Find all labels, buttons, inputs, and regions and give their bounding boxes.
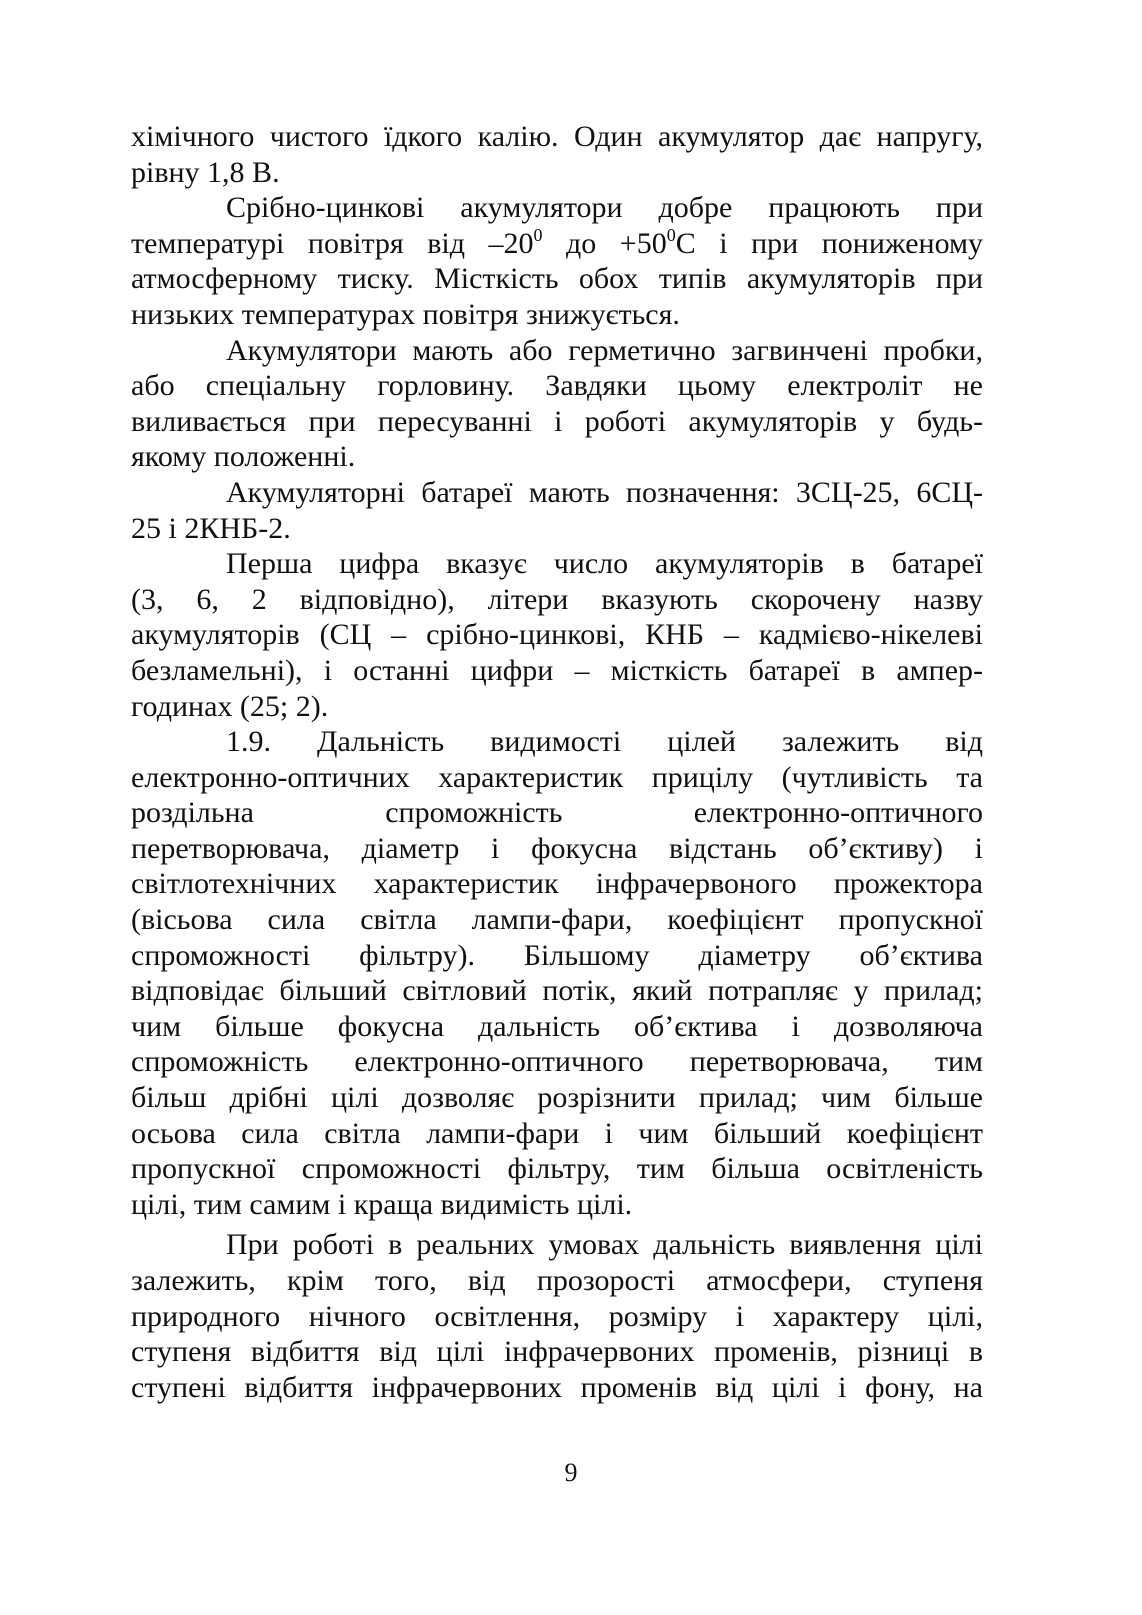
text-line: якому положенні. — [131, 440, 356, 474]
text-line: ступені відбиття інфрачервоних променів від цілі і фону, на — [131, 1370, 983, 1404]
degree-superscript: 0 — [666, 224, 676, 245]
temperature-text-b: до +50 — [542, 226, 667, 260]
text-line: годинах (25; 2). — [131, 689, 329, 723]
text-line: Акумуляторні батареї мають позначення: 3СЦ-25, 6СЦ- — [226, 475, 983, 509]
text-line: хімічного чистого їдкого калію. Один акумулятор дає напругу, — [131, 120, 983, 153]
text-line: атмосферному тиску. Місткість обох типів акумуляторів при — [131, 262, 983, 296]
text-line: електронно-оптичних характеристик прицілу (чутливість та — [131, 760, 983, 794]
text-line: залежить, крім того, від прозорості атмосфери, ступеня — [131, 1264, 983, 1297]
text-line: Перша цифра вказує число акумуляторів в батареї — [226, 547, 983, 581]
text-line: чим більше фокусна дальність об’єктива і дозволяюча — [131, 1009, 983, 1043]
text-line: перетворювача, діаметр і фокусна відстань об’єктиву) і — [131, 831, 983, 865]
text-line: пропускної спроможності фільтру, тим більша освітленість — [131, 1152, 983, 1186]
text-line: виливається при пересуванні і роботі акумуляторів у будь- — [131, 404, 983, 438]
paragraph-section-1-9 — [131, 724, 983, 1222]
text-line: світлотехнічних характеристик інфрачервоного прожектора — [131, 867, 983, 901]
temperature-text-c: С і при пониженому — [675, 226, 984, 260]
text-line: (вісьова сила світла лампи-фари, коефіцієнт пропускної — [131, 903, 983, 937]
text-line: Срібно-цинкові акумулятори добре працюють при — [226, 191, 983, 225]
text-line: 25 і 2КНБ-2. — [131, 511, 291, 545]
text-line: цілі, тим самим і краща видимість цілі. — [131, 1187, 633, 1221]
text-line: або спеціальну горловину. Завдяки цьому електроліт не — [131, 369, 983, 403]
paragraph-silver-zinc — [131, 190, 983, 332]
text-line: акумуляторів (СЦ – срібно-цинкові, КНБ – кадмієво-нікелеві — [131, 618, 983, 652]
text-line: безламельні), і останні цифри – місткість батареї в ампер- — [131, 653, 983, 687]
temperature-text-a: температурі повітря від –20 — [131, 226, 534, 260]
text-line: Акумулятори мають або герметично загвинчені пробки, — [226, 333, 983, 367]
paragraph-continuation — [131, 119, 983, 190]
paragraph-battery-designations — [131, 475, 983, 546]
text-line: спроможність електронно-оптичного перетворювача, тим — [131, 1045, 983, 1079]
text-line: природного нічного освітлення, розміру і характеру цілі, — [131, 1299, 983, 1333]
body-text — [131, 119, 983, 1405]
page-number: 9 — [564, 1458, 578, 1487]
text-line: ступеня відбиття від цілі інфрачервоних променів, різниці в — [131, 1335, 983, 1369]
text-line: (3, 6, 2 відповідно), літери вказують скорочену назву — [131, 582, 983, 616]
text-line-temperature — [131, 226, 983, 262]
text-line: роздільна спроможність електронно-оптичного — [131, 796, 983, 830]
text-line: рівну 1,8 В. — [131, 155, 280, 189]
text-line: відповідає більший світловий потік, який потрапляє у прилад; — [131, 974, 983, 1008]
text-line: спроможності фільтру). Більшому діаметру об’єктива — [131, 938, 983, 972]
text-line: більш дрібні цілі дозволяє розрізнити прилад; чим більше — [131, 1081, 983, 1115]
paragraph-designation-meaning — [131, 546, 983, 724]
text-line: При роботі в реальних умовах дальність виявлення цілі — [226, 1228, 983, 1262]
text-line: низьких температурах повітря знижується. — [131, 297, 680, 331]
paragraph-real-conditions — [131, 1227, 983, 1405]
paragraph-sealed-caps — [131, 333, 983, 475]
degree-superscript: 0 — [533, 224, 543, 245]
text-line: 1.9. Дальність видимості цілей залежить від — [226, 725, 983, 759]
text-line: осьова сила світла лампи-фари і чим більший коефіцієнт — [131, 1116, 983, 1150]
